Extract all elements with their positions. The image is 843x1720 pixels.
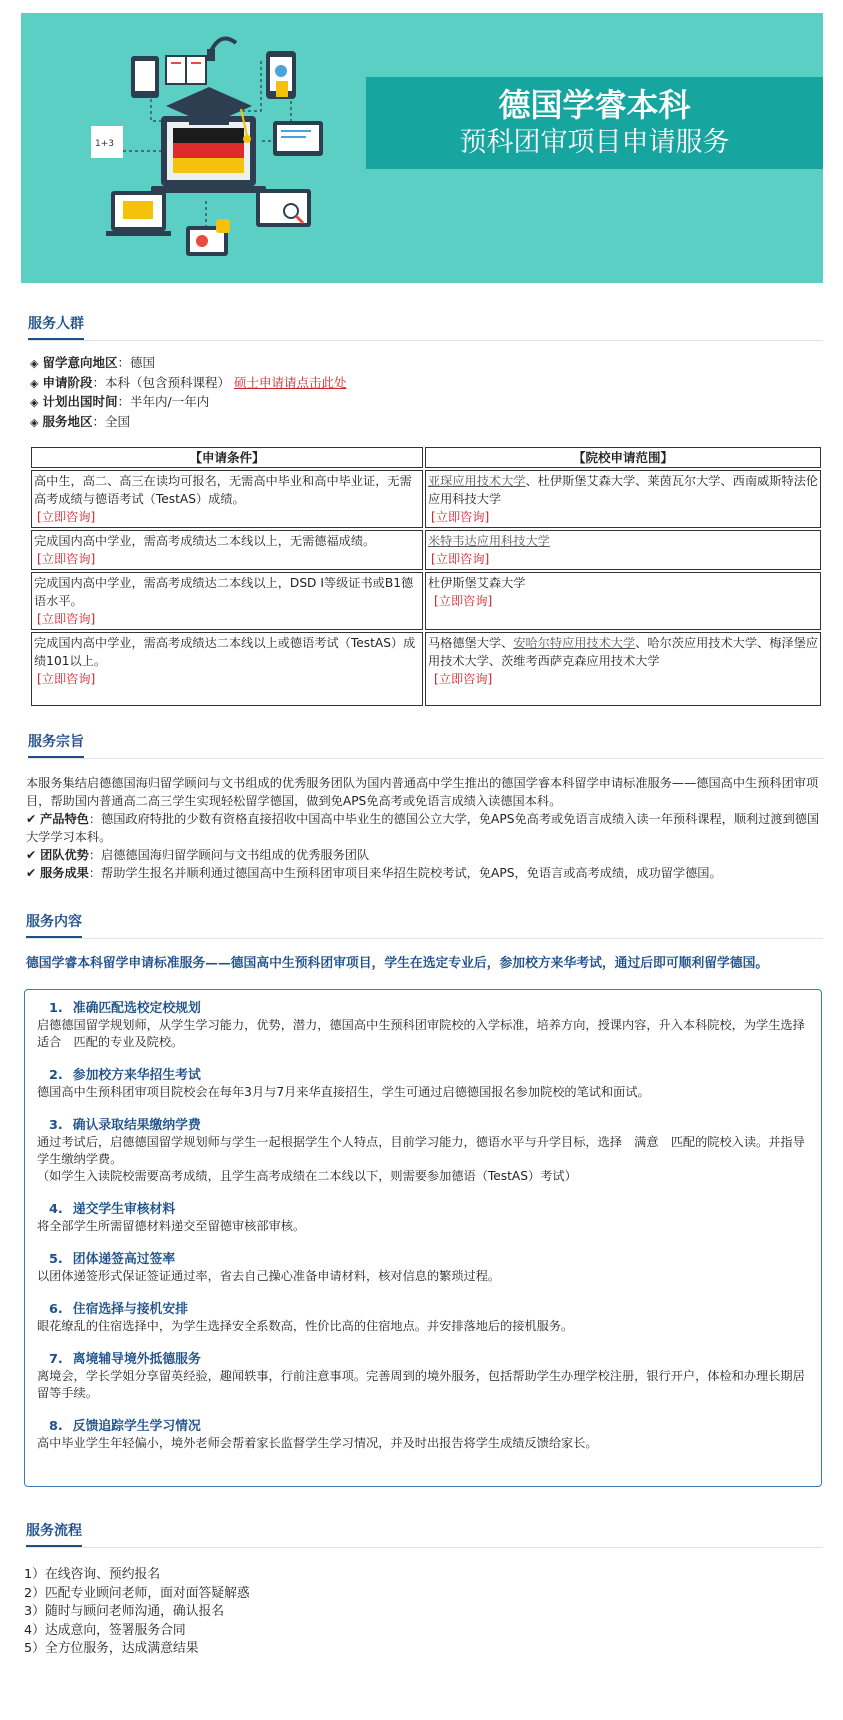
flow-step: 1）在线咨询、预约报名 [24,1567,161,1582]
section-heading-crowd [28,313,823,341]
crowd-list [30,354,810,432]
schools-cell: 马格德堡大学、安哈尔特应用技术大学、哈尔茨应用技术大学、梅泽堡应用技术大学、茨维考西萨克森应用技术大学 [立即咨询] [425,632,821,706]
consult-link[interactable]: [立即咨询] [434,594,493,608]
header-schools: 【院校申请范围】 [425,447,821,468]
flow-step: 3）随时与顾问老师沟通，确认报名 [24,1604,225,1619]
condition-cell: 高中生，高二、高三在读均可报名，无需高中毕业和高中毕业证，无需高考成绩与德语考试（TestAS）成绩。 [立即咨询] [31,470,423,528]
section-heading-flow [26,1520,823,1548]
diamond-icon: ◈ [30,376,39,390]
purpose-intro: 本服务集结启德德国海归留学顾问与文书组成的优秀服务团队为国内普通高中学生推出的德国学睿本科留学申请标准服务——德国高中生预科团审项目，帮助国内普通高二高三学生实现轻松留学德国，做到免APS免高考或免语言成绩入读德国本科。 [26,776,819,808]
purpose-point: ✔ 产品特色：德国政府特批的少数有资格直接招收中国高中毕业生的德国公立大学，免APS免高考或免语言成绩入读一年预科课程，顺利过渡到德国大学学习本科。 [26,812,820,844]
conditions-table [29,445,823,708]
purpose-point: ✔ 服务成果：帮助学生报名并顺利通过德国高中生预科团审项目来华招生院校考试，免APS，免语言或高考成绩，成功留学德国。 [26,866,722,880]
check-icon: ✔ [26,866,37,880]
banner-title: 德国学睿本科 [498,86,691,124]
table-row [31,572,821,630]
consult-link[interactable]: [立即咨询] [37,552,96,566]
schools-cell: 杜伊斯堡艾森大学 [立即咨询] [425,572,821,630]
consult-link[interactable]: [立即咨询] [434,672,493,686]
purpose-point: ✔ 团队优势：启德德国海归留学顾问与文书组成的优秀服务团队 [26,848,370,862]
flow-step: 5）全方位服务，达成满意结果 [24,1641,199,1656]
content-item: 3. 确认录取结果缴纳学费 通过考试后，启德德国留学规划师与学生一起根据学生个人特点，目前学习能力，德语水平与升学目标，选择 满意 匹配的院校入读。并指导学生缴纳学费。 （如学生入读院校需要高考成绩，且学生高考成绩在二本线以下，则需要参加德语（TestAS）考试） [37,1118,805,1183]
school-link[interactable]: 亚琛应用技术大学 [428,474,526,488]
svg-text:1+3: 1+3 [95,139,114,149]
crowd-item: ◈ 服务地区：全国 [30,413,130,429]
section-heading-content [26,911,823,939]
check-icon: ✔ [26,848,37,862]
crowd-item: ◈ 计划出国时间：半年内/一年内 [30,394,210,409]
condition-cell: 完成国内高中学业，需高考成绩达二本线以上，无需德福成绩。 [立即咨询] [31,530,423,570]
content-heading: 服务内容 [26,911,82,938]
crowd-heading: 服务人群 [28,313,84,340]
flow-step: 4）达成意向，签署服务合同 [24,1622,186,1638]
content-lead: 德国学睿本科留学申请标准服务——德国高中生预科团审项目，学生在选定专业后，参加校方来华考试，通过后即可顺利留学德国。 [26,956,769,971]
crowd-item: ◈ 留学意向地区：德国 [30,355,155,370]
flow-heading: 服务流程 [26,1520,82,1547]
condition-cell: 完成国内高中学业，需高考成绩达二本线以上，DSD I等级证书或B1德语水平。 [立即咨询] [31,572,423,630]
school-link[interactable]: 米特韦达应用科技大学 [428,534,550,548]
banner-subtitle: 预科团审项目申请服务 [459,127,730,158]
content-item: 2. 参加校方来华招生考试 德国高中生预科团审项目院校会在每年3月与7月来华直接招生，学生可通过启德德国报名参加院校的笔试和面试。 [37,1068,650,1099]
content-item: 8. 反馈追踪学生学习情况 高中毕业学生年轻偏小，境外老师会帮着家长监督学生学习情况，并及时出报告将学生成绩反馈给家长。 [37,1419,598,1450]
condition-cell: 完成国内高中学业，需高考成绩达二本线以上或德语考试（TestAS）成绩101以上。 [立即咨询] [31,632,423,706]
consult-link[interactable]: [立即咨询] [37,510,96,524]
diamond-icon: ◈ [30,415,39,429]
crowd-item: ◈ 申请阶段：本科（包含预科课程） 硕士申请请点击此处 [30,374,347,390]
table-row [31,632,821,706]
content-item: 4. 递交学生审核材料 将全部学生所需留德材料递交至留德审核部审核。 [37,1202,306,1233]
table-row [31,470,821,528]
content-item: 1. 准确匹配选校定校规划 启德德国留学规划师，从学生学习能力，优势，潜力，德国高中生预科团审院校的入学标准，培养方向，授课内容，升入本科院校，为学生选择 适合 匹配的专业及院校。 [37,1001,817,1049]
content-item: 6. 住宿选择与接机安排 眼花缭乱的住宿选择中，为学生选择安全系数高，性价比高的住宿地点。并安排落地后的接机服务。 [37,1302,574,1333]
hero-banner [21,13,823,283]
flow-step: 2）匹配专业顾问老师，面对面答疑解惑 [24,1585,250,1601]
schools-cell: 亚琛应用技术大学、杜伊斯堡艾森大学、莱茵瓦尔大学、西南威斯特法伦应用科技大学 [立即咨询] [425,470,821,528]
purpose-heading: 服务宗旨 [28,731,84,758]
consult-link[interactable]: [立即咨询] [37,672,96,686]
table-row [31,530,821,570]
section-heading-purpose [28,731,823,759]
diamond-icon: ◈ [30,396,39,409]
content-box [24,989,822,1487]
purpose-block [26,774,823,882]
master-application-link[interactable]: 硕士申请请点击此处 [233,374,347,390]
flow-list [24,1566,804,1659]
diamond-icon: ◈ [30,357,39,370]
table-header-row [31,447,821,468]
content-item: 7. 离境辅导境外抵德服务 离境会，学长学姐分享留英经验，趣闻轶事，行前注意事项。完善周到的境外服务，包括帮助学生办理学校注册，银行开户，体检和办理长期居留等手续。 [37,1352,805,1400]
check-icon: ✔ [26,812,37,826]
consult-link[interactable]: [立即咨询] [431,510,490,524]
consult-link[interactable]: [立即咨询] [431,552,490,566]
header-conditions: 【申请条件】 [31,447,423,468]
education-illustration [81,21,331,276]
school-link[interactable]: 安哈尔特应用技术大学 [513,636,636,650]
banner-title-box [366,77,823,169]
consult-link[interactable]: [立即咨询] [37,612,96,626]
schools-cell [425,530,821,570]
content-item: 5. 团体递签高过签率 以团体递签形式保证签证通过率，省去自己操心准备申请材料，核对信息的繁琐过程。 [37,1252,501,1283]
